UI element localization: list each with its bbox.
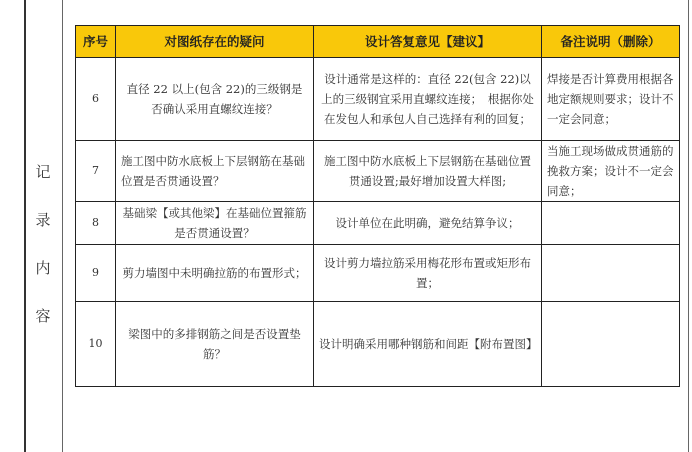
header-note: 备注说明（删除）: [542, 26, 680, 58]
header-reply: 设计答复意见【建议】: [314, 26, 542, 58]
frame-line-left: [24, 0, 26, 452]
table-row: [76, 202, 680, 245]
frame-line-right: [688, 0, 689, 452]
row-number: 6: [76, 58, 116, 141]
row-note: 焊接是否计算费用根据各地定额规则要求；设计不一定会同意；: [542, 58, 680, 141]
table-row: [76, 245, 680, 302]
row-note: 当施工现场做成贯通筋的挽救方案；设计不一定会同意；: [542, 141, 680, 202]
record-content-label: [30, 148, 56, 340]
side-label-char: 记: [35, 163, 51, 181]
side-label-char: 内: [35, 259, 51, 277]
row-question: 直径 22 以上(包含 22)的三级钢是否确认采用直螺纹连接？: [116, 58, 314, 141]
header-seq: 序号: [76, 26, 116, 58]
row-reply: 设计单位在此明确，避免结算争议；: [314, 202, 542, 245]
row-reply: 设计通常是这样的：直径 22(包含 22)以上的三级钢宜采用直螺纹连接； 根据你处在发包人和承包人自己选择有利的回复；: [314, 58, 542, 141]
row-number: 10: [76, 302, 116, 387]
row-reply: 设计剪力墙拉筋采用梅花形布置或矩形布置；: [314, 245, 542, 302]
row-question: 基础梁【或其他梁】在基础位置箍筋是否贯通设置？: [116, 202, 314, 245]
table-row: [76, 58, 680, 141]
row-question: 梁图中的多排钢筋之间是否设置垫筋？: [116, 302, 314, 387]
row-question: 剪力墙图中未明确拉筋的布置形式；: [116, 245, 314, 302]
row-number: 8: [76, 202, 116, 245]
table-row: [76, 141, 680, 202]
table-row: [76, 302, 680, 387]
row-note: [542, 245, 680, 302]
side-label-char: 录: [35, 211, 51, 229]
row-note: [542, 202, 680, 245]
review-table: [75, 25, 680, 387]
row-number: 7: [76, 141, 116, 202]
side-label-char: 容: [35, 307, 51, 325]
row-question: 施工图中防水底板上下层钢筋在基础位置是否贯通设置？: [116, 141, 314, 202]
table-header-row: [76, 26, 680, 58]
row-reply: 设计明确采用哪种钢筋和间距【附布置图】: [314, 302, 542, 387]
row-note: [542, 302, 680, 387]
frame-line-middle: [62, 0, 63, 452]
row-number: 9: [76, 245, 116, 302]
header-question: 对图纸存在的疑问: [116, 26, 314, 58]
row-reply: 施工图中防水底板上下层钢筋在基础位置贯通设置;最好增加设置大样图;: [314, 141, 542, 202]
